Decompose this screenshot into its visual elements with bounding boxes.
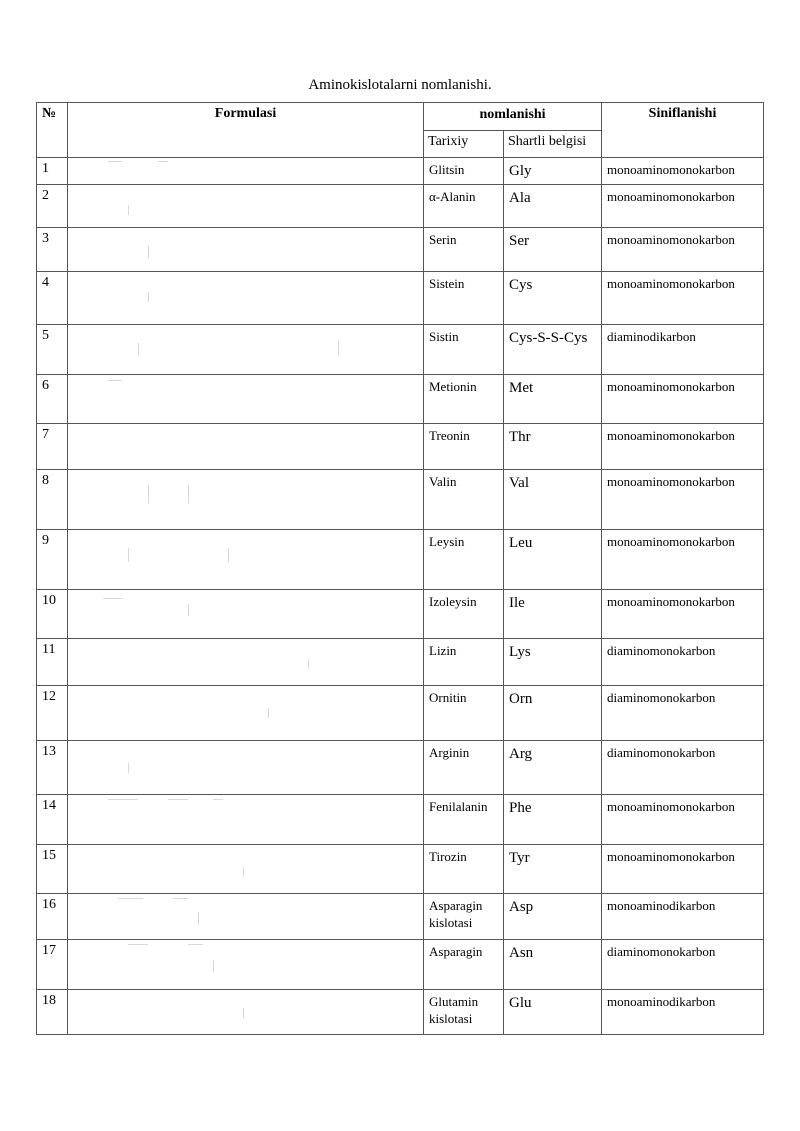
classification: diaminomonokarbon bbox=[602, 639, 764, 686]
formula-stroke bbox=[148, 246, 149, 258]
formula-cell bbox=[68, 590, 424, 639]
abbreviation: Ala bbox=[504, 185, 602, 228]
formula-stroke bbox=[128, 548, 129, 562]
classification: monoaminomonokarbon bbox=[602, 424, 764, 470]
row-number: 14 bbox=[37, 795, 68, 845]
formula-cell bbox=[68, 325, 424, 375]
formula-cell bbox=[68, 272, 424, 325]
traditional-name: Valin bbox=[424, 470, 504, 530]
formula-stroke bbox=[308, 659, 309, 669]
row-number: 2 bbox=[37, 185, 68, 228]
table-row bbox=[37, 272, 764, 325]
formula-cell bbox=[68, 795, 424, 845]
abbreviation: Asp bbox=[504, 894, 602, 940]
formula-stroke bbox=[108, 799, 138, 800]
formula-cell bbox=[68, 741, 424, 795]
table-row bbox=[37, 325, 764, 375]
formula-stroke bbox=[338, 341, 339, 355]
row-number: 5 bbox=[37, 325, 68, 375]
row-number: 8 bbox=[37, 470, 68, 530]
traditional-name: α-Alanin bbox=[424, 185, 504, 228]
traditional-name: Sistin bbox=[424, 325, 504, 375]
table-row bbox=[37, 795, 764, 845]
abbreviation: Asn bbox=[504, 940, 602, 990]
table-row bbox=[37, 590, 764, 639]
abbreviation: Leu bbox=[504, 530, 602, 590]
table-row bbox=[37, 530, 764, 590]
traditional-name: Glutamin kislotasi bbox=[424, 990, 504, 1035]
row-number: 16 bbox=[37, 894, 68, 940]
classification: monoaminomonokarbon bbox=[602, 375, 764, 424]
formula-stroke bbox=[138, 343, 139, 355]
formula-cell bbox=[68, 375, 424, 424]
amino-acid-table bbox=[36, 102, 764, 1035]
formula-cell bbox=[68, 845, 424, 894]
table-row bbox=[37, 990, 764, 1035]
formula-cell bbox=[68, 639, 424, 686]
abbreviation: Ile bbox=[504, 590, 602, 639]
formula-stroke bbox=[243, 1008, 244, 1018]
classification: diaminomonokarbon bbox=[602, 686, 764, 741]
formula-cell bbox=[68, 686, 424, 741]
traditional-name: Metionin bbox=[424, 375, 504, 424]
table-row bbox=[37, 228, 764, 272]
abbreviation: Cys-S-S-Cys bbox=[504, 325, 602, 375]
traditional-name: Serin bbox=[424, 228, 504, 272]
classification: monoaminomonokarbon bbox=[602, 470, 764, 530]
row-number: 13 bbox=[37, 741, 68, 795]
row-number: 15 bbox=[37, 845, 68, 894]
formula-cell bbox=[68, 530, 424, 590]
formula-stroke bbox=[268, 708, 269, 718]
formula-stroke bbox=[243, 867, 244, 877]
formula-stroke bbox=[103, 598, 123, 599]
table-row bbox=[37, 894, 764, 940]
traditional-name: Leysin bbox=[424, 530, 504, 590]
row-number: 1 bbox=[37, 158, 68, 185]
table-row bbox=[37, 639, 764, 686]
formula-stroke bbox=[148, 292, 149, 302]
header-traditional: Tarixiy bbox=[424, 131, 504, 158]
traditional-name: Treonin bbox=[424, 424, 504, 470]
formula-stroke bbox=[173, 898, 188, 899]
formula-cell bbox=[68, 894, 424, 940]
formula-stroke bbox=[128, 763, 129, 773]
row-number: 7 bbox=[37, 424, 68, 470]
abbreviation: Tyr bbox=[504, 845, 602, 894]
formula-stroke bbox=[228, 548, 229, 562]
traditional-name: Izoleysin bbox=[424, 590, 504, 639]
page-title: Aminokislotalarni nomlanishi. bbox=[308, 77, 492, 93]
row-number: 11 bbox=[37, 639, 68, 686]
formula-cell bbox=[68, 185, 424, 228]
header-formula: Formulasi bbox=[68, 103, 424, 158]
formula-stroke bbox=[168, 799, 188, 800]
traditional-name: Arginin bbox=[424, 741, 504, 795]
abbreviation: Arg bbox=[504, 741, 602, 795]
table-row bbox=[37, 424, 764, 470]
formula-cell bbox=[68, 470, 424, 530]
classification: diaminomonokarbon bbox=[602, 741, 764, 795]
formula-stroke bbox=[158, 161, 168, 162]
table-row bbox=[37, 375, 764, 424]
classification: diaminomonokarbon bbox=[602, 940, 764, 990]
classification: monoaminomonokarbon bbox=[602, 272, 764, 325]
abbreviation: Lys bbox=[504, 639, 602, 686]
row-number: 4 bbox=[37, 272, 68, 325]
formula-stroke bbox=[213, 960, 214, 972]
abbreviation: Glu bbox=[504, 990, 602, 1035]
traditional-name: Asparagin bbox=[424, 940, 504, 990]
classification: monoaminomonokarbon bbox=[602, 795, 764, 845]
abbreviation: Cys bbox=[504, 272, 602, 325]
formula-cell bbox=[68, 424, 424, 470]
traditional-name: Glitsin bbox=[424, 158, 504, 185]
classification: monoaminomonokarbon bbox=[602, 530, 764, 590]
abbreviation: Phe bbox=[504, 795, 602, 845]
formula-stroke bbox=[118, 898, 143, 899]
table-row bbox=[37, 185, 764, 228]
header-naming: nomlanishi bbox=[424, 103, 602, 131]
classification: monoaminomonokarbon bbox=[602, 845, 764, 894]
abbreviation: Thr bbox=[504, 424, 602, 470]
header-abbreviation: Shartli belgisi bbox=[504, 131, 602, 158]
table-row bbox=[37, 470, 764, 530]
row-number: 9 bbox=[37, 530, 68, 590]
traditional-name: Tirozin bbox=[424, 845, 504, 894]
traditional-name: Ornitin bbox=[424, 686, 504, 741]
table-row bbox=[37, 686, 764, 741]
abbreviation: Val bbox=[504, 470, 602, 530]
formula-stroke bbox=[188, 604, 189, 616]
formula-stroke bbox=[108, 161, 122, 162]
table-row bbox=[37, 845, 764, 894]
row-number: 12 bbox=[37, 686, 68, 741]
formula-stroke bbox=[213, 799, 223, 800]
formula-stroke bbox=[128, 205, 129, 215]
row-number: 10 bbox=[37, 590, 68, 639]
traditional-name: Fenilalanin bbox=[424, 795, 504, 845]
traditional-name: Sistein bbox=[424, 272, 504, 325]
formula-stroke bbox=[148, 485, 149, 503]
formula-stroke bbox=[188, 944, 203, 945]
traditional-name: Asparagin kislotasi bbox=[424, 894, 504, 940]
table-row bbox=[37, 741, 764, 795]
classification: diaminodikarbon bbox=[602, 325, 764, 375]
abbreviation: Ser bbox=[504, 228, 602, 272]
row-number: 18 bbox=[37, 990, 68, 1035]
header-number: № bbox=[37, 103, 68, 158]
formula-stroke bbox=[188, 485, 189, 503]
formula-cell bbox=[68, 158, 424, 185]
abbreviation: Orn bbox=[504, 686, 602, 741]
traditional-name: Lizin bbox=[424, 639, 504, 686]
classification: monoaminomonokarbon bbox=[602, 228, 764, 272]
abbreviation: Met bbox=[504, 375, 602, 424]
formula-cell bbox=[68, 940, 424, 990]
formula-cell bbox=[68, 228, 424, 272]
formula-stroke bbox=[128, 944, 148, 945]
formula-stroke bbox=[198, 912, 199, 924]
classification: monoaminodikarbon bbox=[602, 894, 764, 940]
formula-cell bbox=[68, 990, 424, 1035]
table-row bbox=[37, 940, 764, 990]
row-number: 6 bbox=[37, 375, 68, 424]
row-number: 17 bbox=[37, 940, 68, 990]
table-row bbox=[37, 158, 764, 185]
classification: monoaminomonokarbon bbox=[602, 185, 764, 228]
classification: monoaminodikarbon bbox=[602, 990, 764, 1035]
classification: monoaminomonokarbon bbox=[602, 590, 764, 639]
formula-stroke bbox=[108, 380, 122, 381]
row-number: 3 bbox=[37, 228, 68, 272]
header-classification: Siniflanishi bbox=[602, 103, 764, 158]
classification: monoaminomonokarbon bbox=[602, 158, 764, 185]
abbreviation: Gly bbox=[504, 158, 602, 185]
